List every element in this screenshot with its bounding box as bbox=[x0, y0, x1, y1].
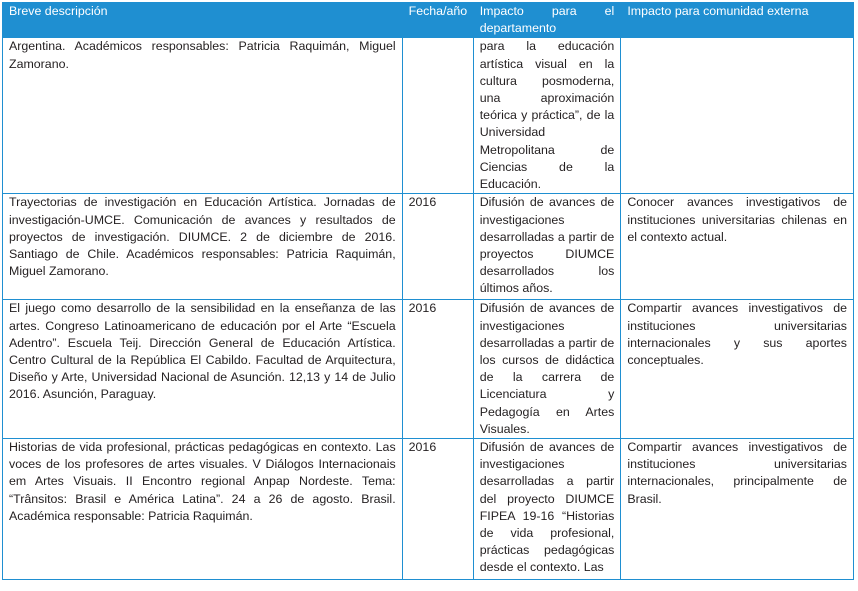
cell-impacto-externo: Compartir avances investigativos de instituciones universitarias internacionales, principalmente de Brasil. bbox=[621, 439, 854, 580]
table-row bbox=[3, 194, 854, 300]
cell-fecha bbox=[402, 38, 473, 194]
header-descripcion: Breve descripción bbox=[3, 3, 403, 38]
table-row bbox=[3, 38, 854, 194]
cell-descripcion: Historias de vida profesional, prácticas pedagógicas en contexto. Las voces de los profesores de artes visuales. V Diálogos Internacionais em Artes Visuais. II Encontro regional Anpap Nordeste. Tema: “Trânsitos: Brasil e América Latina”. 24 a 26 de agosto. Brasil. Académica responsable: Patricia Raquimán. bbox=[3, 439, 403, 580]
cell-impacto-departamento: Difusión de avances de investigaciones desarrolladas a partir de los cursos de didáctica de la carrera de Licenciatura y Pedagogía en Artes Visuales. bbox=[473, 300, 621, 439]
cell-impacto-departamento: para la educación artística visual en la cultura posmoderna, una aproximación teórica y práctica”, de la Universidad Metropolitana de Ciencias de la Educación. bbox=[473, 38, 621, 194]
cell-descripcion: Argentina. Académicos responsables: Patricia Raquimán, Miguel Zamorano. bbox=[3, 38, 403, 194]
cell-fecha: 2016 bbox=[402, 300, 473, 439]
cell-impacto-departamento: Difusión de avances de investigaciones desarrolladas a partir de proyectos DIUMCE desarrollados los últimos años. bbox=[473, 194, 621, 300]
header-fecha: Fecha/año bbox=[402, 3, 473, 38]
cell-impacto-externo: Compartir avances investigativos de instituciones universitarias internacionales y sus aportes conceptuales. bbox=[621, 300, 854, 439]
cell-impacto-departamento: Difusión de avances de investigaciones desarrolladas a partir del proyecto DIUMCE FIPEA 19-16 “Historias de vida profesional, prácticas pedagógicas desde el contexto. Las bbox=[473, 439, 621, 580]
cell-impacto-externo bbox=[621, 38, 854, 194]
header-impacto-departamento: Impacto para el departamento bbox=[473, 3, 621, 38]
cell-descripcion: El juego como desarrollo de la sensibilidad en la enseñanza de las artes. Congreso Latinoamericano de educación por el Arte “Escuela Adentro”. Escuela Teij. Dirección General de Educación Artística. Centro Cultural de la República El Cabildo. Facultad de Arquitectura, Diseño y Arte, Universidad Nacional de Asunción. 12,13 y 14 de Julio 2016. Asunción, Paraguay. bbox=[3, 300, 403, 439]
cell-fecha: 2016 bbox=[402, 439, 473, 580]
table-row bbox=[3, 439, 854, 580]
report-table bbox=[2, 2, 854, 580]
cell-fecha: 2016 bbox=[402, 194, 473, 300]
cell-impacto-externo: Conocer avances investigativos de instituciones universitarias chilenas en el contexto actual. bbox=[621, 194, 854, 300]
cell-descripcion: Trayectorias de investigación en Educación Artística. Jornadas de investigación-UMCE. Comunicación de avances y resultados de proyectos de investigación. DIUMCE. 2 de diciembre de 2016. Santiago de Chile. Académicos responsables: Patricia Raquimán, Miguel Zamorano. bbox=[3, 194, 403, 300]
table-row bbox=[3, 300, 854, 439]
header-row bbox=[3, 3, 854, 38]
header-impacto-externo: Impacto para comunidad externa bbox=[621, 3, 854, 38]
